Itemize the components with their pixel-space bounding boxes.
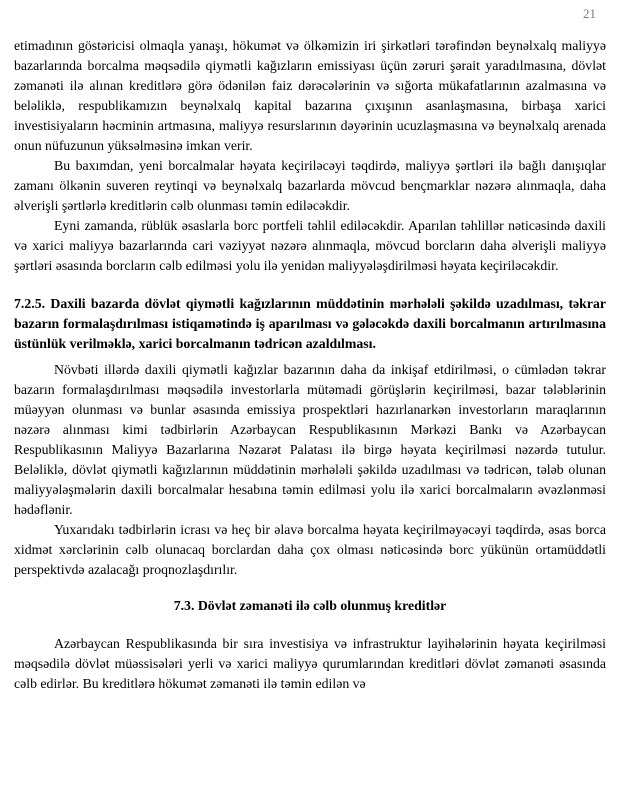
paragraph-azerbaycan-respublikasinda: Azərbaycan Respublikasında bir sıra investisiya və infrastruktur layihələrinin həyata keçirilməsi məqsədilə dövlət müəssisələri yerli və xarici maliyyə qurumlarından kreditləri dövlət zəmanəti əsasında cəlb edirlər. Bu kreditlərə hökumət zəmanəti ilə təmin edilən və [14, 636, 606, 691]
section-heading-7-3: 7.3. Dövlət zəmanəti ilə cəlb olunmuş kreditlər [173, 598, 447, 613]
paragraph-bu-baximdan: Bu baxımdan, yeni borcalmalar həyata keçiriləcəyi təqdirdə, maliyyə şərtləri ilə bağlı danışıqlar zamanı ölkənin suveren reytinqi və beynəlxalq bazarlarda mövcud bençmarklar nəzərə alınmaqla, daha əlverişli şərtlərlə kreditlərin cəlb olunması təmin ediləcəkdir. [14, 158, 606, 213]
page-number: 21 [583, 6, 596, 21]
paragraph-novbeti-illerde: Növbəti illərdə daxili qiymətli kağızlar bazarının daha da inkişaf etdirilməsi, o cümlədən təkrar bazarın formalaşdırılması məqsədilə investorlarla mütəmadi görüşlərin keçirilməsi, bazar tələblərinin müəyyən olunması və bunlar əsasında emissiya prospektləri hazırlanarkən investorların maraqlarının nəzərə alınması kimi tədbirlərin Azərbaycan Respublikasının Mərkəzi Bankı və Azərbaycan Respublikasının Maliyyə Bazarlarına Nəzarət Palatası ilə birgə həyata keçirilməsi nəzərdə tutulur. Beləliklə, dövlət qiymətli kağızlarının müddətinin mərhələli şəkildə uzadılması və tədricən, tələb olunan maliyyələşmələrin daxili borcalmalar hesabına təmin edilməsi yolu ilə xarici borcalmaların əvəzlənməsi hədəflənir. [14, 362, 606, 517]
section-heading-7-2-5: 7.2.5. Daxili bazarda dövlət qiymətli kağızlarının müddətinin mərhələli şəkildə uzadılması, təkrar bazarın formalaşdırılması istiqamətində iş aparılması və gələcəkdə daxili borcalmanın artırılmasına üstünlük verilməklə, xarici borcalmanın tədricən azaldılması. [14, 296, 606, 351]
paragraph-eyni-zamanda: Eyni zamanda, rüblük əsaslarla borc portfeli təhlil ediləcəkdir. Aparılan təhlillər nəticəsində daxili və xarici maliyyə bazarlarında cari vəziyyət nəzərə alınmaqla, mövcud borcların daha əlverişli maliyyə şərtləri əsasında borcların cəlb edilməsi yolu ilə yenidən maliyyələşdirilməsi həyata keçiriləcəkdir. [14, 218, 606, 273]
paragraph-yuxaridaki: Yuxarıdakı tədbirlərin icrası və heç bir əlavə borcalma həyata keçirilməyəcəyi təqdirdə, əsas borca xidmət xərclərinin cəlb olunacaq borclardan daha çox olması nəticəsində borc yükünün ortamüddətli perspektivdə azalacağı proqnozlaşdırılır. [14, 522, 606, 577]
paragraph-continuation: etimadının göstəricisi olmaqla yanaşı, hökumət və ölkəmizin iri şirkətləri tərəfindən beynəlxalq maliyyə bazarlarında borcalma məqsədilə qiymətli kağızların emissiyası üçün zəruri şərait yaradılmasına, dövlət zəmanəti ilə alınan kreditlərə görə ödənilən faiz dərəcələrinin və sığorta mükafatlarının azalmasına və beləliklə, respublikamızın beynəlxalq kapital bazarına çıxışının asanlaşmasına, birbaşa xarici investisiyaların həcminin artmasına, maliyyə resurslarının dəyərinin ucuzlaşmasına və beynəlxalq arenada onun nüfuzunun yüksəlməsinə imkan verir. [14, 38, 606, 153]
